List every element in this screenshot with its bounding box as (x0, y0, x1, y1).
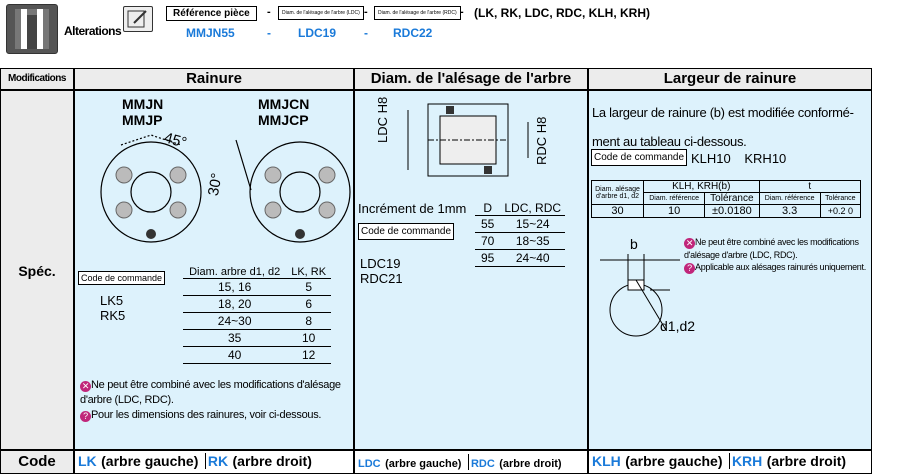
largeur-notes (684, 236, 870, 274)
code-rdc: RDC (470, 458, 495, 470)
largeur-th-tol1: Tolérance (705, 193, 759, 205)
code-rk5: RK5 (100, 308, 126, 323)
largeur-th-diam: Diam. alésage d'arbre d1, d2 (592, 181, 644, 205)
code-cell-largeur (588, 450, 872, 474)
col-diam: Diam. de l'alésage de l'arbre (354, 68, 588, 90)
increment-label: Incrément de 1mm (358, 201, 467, 216)
angle-45: 45° (162, 129, 189, 152)
code-rk: RK (207, 453, 229, 469)
col-largeur: Largeur de rainure (588, 68, 872, 90)
code-krh: KRH (731, 453, 763, 469)
code-cell-diam (354, 450, 588, 474)
d-label: d1,d2 (660, 318, 696, 334)
models-right (258, 96, 309, 128)
info-icon: ? (684, 263, 695, 274)
rainure-note1: Ne peut être combiné avec les modifications d'alésage d'arbre (LDC, RDC). (80, 379, 341, 406)
code-klh-desc: (arbre gauche) (625, 453, 723, 469)
largeur-note2: Applicable aux alésages rainurés uniquement. (695, 262, 866, 272)
angle-30: 30° (205, 171, 226, 198)
code-lk: LK (78, 453, 97, 469)
diam-th-ldcrdc: LDC, RDC (500, 201, 565, 216)
model-mmjcn: MMJCN (258, 96, 310, 112)
example-part: MMJN55 (186, 26, 235, 40)
dash-2: - (364, 6, 368, 18)
code-krh10: KRH10 (744, 151, 787, 166)
table-row: 95 24~40 (475, 250, 565, 267)
code-ldc: LDC (358, 458, 381, 470)
edit-icon (123, 6, 153, 32)
code-lk5: LK5 (100, 293, 124, 308)
code-krh-desc: (arbre droit) (766, 453, 847, 469)
diam-code-commande: Code de commande (358, 223, 454, 240)
code-lk-desc: (arbre gauche) (101, 453, 199, 469)
diam-codes (360, 256, 403, 286)
largeur-code-commande: Code de commande (591, 149, 687, 166)
table-row: 35 10 (183, 330, 331, 347)
table-row: 18, 20 6 (183, 296, 331, 313)
table-row: 24~30 8 (183, 313, 331, 330)
dash-5: - (364, 26, 368, 40)
code-label: Code (0, 450, 74, 474)
no-combine-icon: ✕ (685, 238, 694, 248)
largeur-th-klhkrh: KLH, KRH(b) (644, 181, 760, 193)
example-rdc: RDC22 (393, 26, 433, 40)
example-ldc: LDC19 (298, 26, 337, 40)
model-mmjp: MMJP (122, 112, 163, 128)
diam-table (475, 201, 565, 267)
rainure-codes (100, 293, 125, 323)
largeur-desc (592, 98, 870, 156)
table-row: 15, 16 5 (183, 279, 331, 296)
rainure-table (183, 266, 331, 364)
table-row: 70 18~35 (475, 233, 565, 250)
dash-4: - (267, 26, 271, 40)
alterations-label: Alterations (64, 24, 122, 38)
rdc-label: RDC H8 (534, 116, 549, 165)
largeur-note1: Ne peut être combiné avec les modifications d'alésage d'arbre (LDC, RDC). (684, 237, 859, 260)
largeur-th-ref2: Diam. référence (759, 193, 820, 205)
largeur-table (591, 180, 861, 218)
rdc-box: Diam. de l'alésage de l'arbre (RDC) (374, 6, 461, 20)
model-mmjn: MMJN (122, 96, 164, 112)
largeur-desc1: La largeur de rainure (b) est modifiée conformé- (592, 105, 854, 120)
code-rk-desc: (arbre droit) (232, 453, 312, 469)
largeur-th-ref1: Diam. référence (644, 193, 705, 205)
rainure-th-lkrk: LK, RK (286, 266, 331, 279)
code-ldc19: LDC19 (360, 256, 401, 271)
dash-1: - (267, 6, 271, 18)
col-modifications: Modifications (0, 68, 74, 90)
largeur-th-t: t (759, 181, 861, 193)
ldc-box: Diam. de l'alésage de l'arbre (LDC) (278, 6, 364, 20)
spec-label: Spéc. (0, 90, 74, 450)
table-row: 30 10 ±0.0180 3.3 +0.2 0 (592, 205, 861, 218)
largeur-th-tol2: Tolérance (820, 193, 860, 205)
largeur-codes (691, 151, 786, 166)
alterations-icon (6, 4, 58, 54)
col-rainure: Rainure (74, 68, 354, 90)
rainure-code-commande: Code de commande (78, 271, 165, 285)
diam-th-d: D (475, 201, 500, 216)
info-icon: ? (80, 411, 91, 422)
table-row: 40 12 (183, 347, 331, 364)
bore-drawing (380, 96, 560, 186)
largeur-desc2: ment au tableau ci-dessous. (592, 134, 747, 149)
code-klh10: KLH10 (691, 151, 731, 166)
b-label: b (630, 236, 638, 252)
code-klh: KLH (592, 453, 621, 469)
ldc-label: LDC H8 (375, 96, 390, 143)
code-rdc-desc: (arbre droit) (499, 458, 562, 470)
code-rdc21: RDC21 (360, 271, 403, 286)
dash-3: - (460, 6, 464, 18)
rainure-note2: Pour les dimensions des rainures, voir ci-dessous. (91, 409, 322, 421)
no-combine-icon: ✕ (81, 381, 90, 391)
code-ldc-desc: (arbre gauche) (385, 458, 462, 470)
codes-list: (LK, RK, LDC, RDC, KLH, KRH) (474, 6, 650, 20)
ref-piece-box: Référence pièce (166, 6, 257, 21)
rainure-notes (80, 378, 350, 423)
code-cell-rainure (74, 450, 354, 474)
models-left (122, 96, 163, 128)
model-mmjcp: MMJCP (258, 112, 309, 128)
rainure-th-diam: Diam. arbre d1, d2 (183, 266, 286, 279)
table-row: 55 15~24 (475, 216, 565, 233)
